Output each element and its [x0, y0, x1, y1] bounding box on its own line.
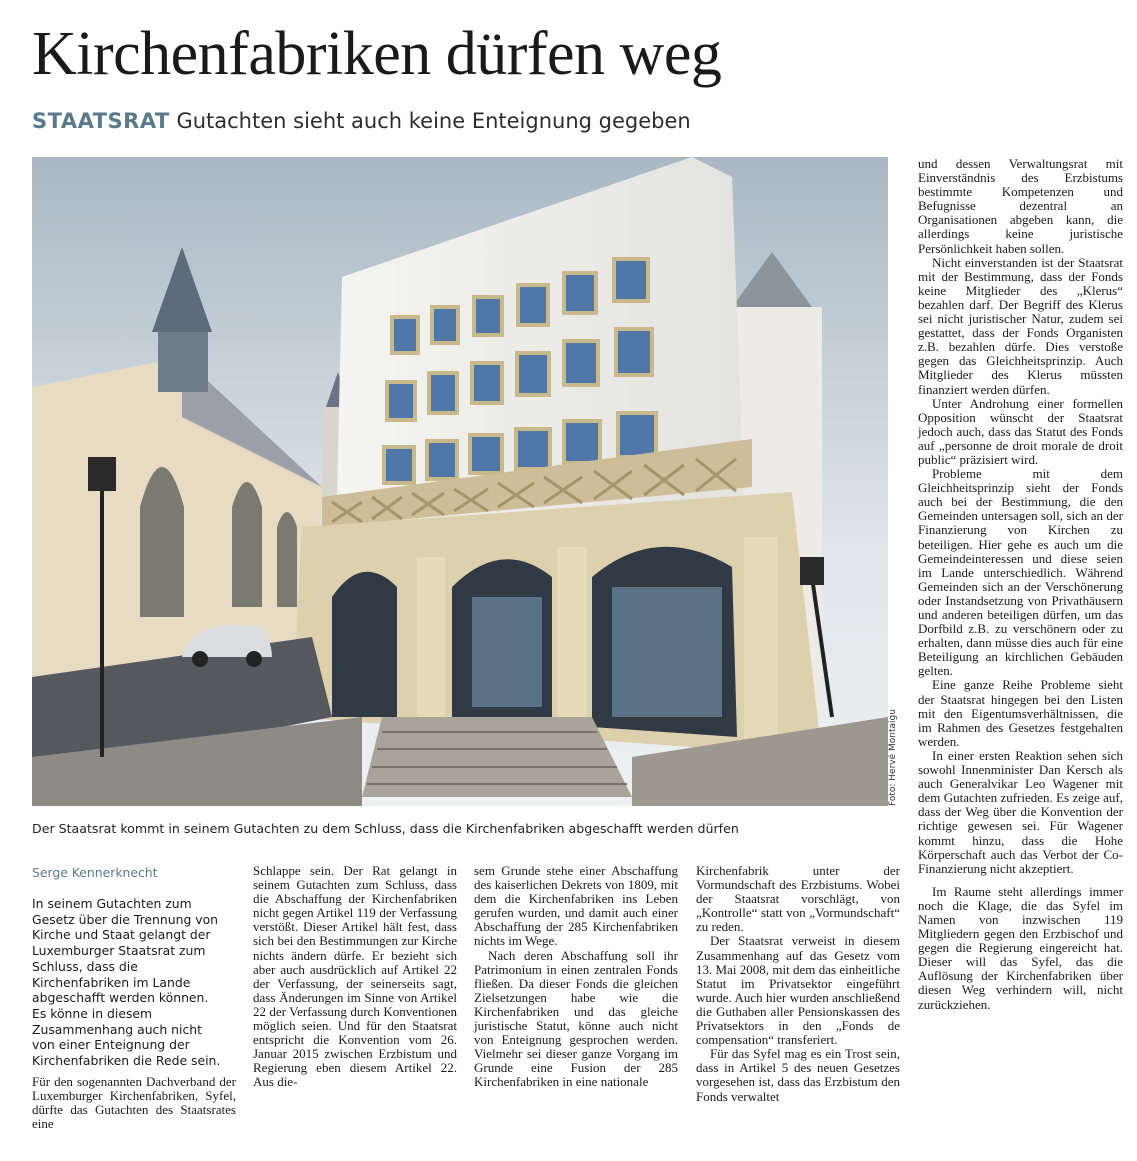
paragraph: Nach deren Abschaffung soll ihr Patrimonium in einen zentralen Fonds fließen. Da dieser Fonds die gleichen Zielsetzungen habe wie die Kirchenfabriken und das gleiche juristische Statut, könne auch nicht von Enteignung gesprochen werden. Vielmehr sei dieser ganze Vorgang im Grunde eine Fusion der 285 Kirchenfabriken in eine nationale	[474, 947, 678, 1090]
subheadline	[32, 107, 691, 135]
article-intro	[32, 896, 222, 1069]
paragraph: sem Grunde stehe einer Abschaffung des kaiserlichen Dekrets von 1809, mit dem die Kirchenfabriken ins Leben gerufen wurden, und damit auch einer Abschaffung der 285 Kirchenfabriken nichts im Wege.	[474, 863, 678, 949]
paragraph: Unter Androhung einer formellen Opposition wünscht der Staatsrat jedoch auch, dass das Statut des Fonds auf „personne de droit morale de droit public“ präzisiert wird.	[918, 395, 1123, 467]
paragraph: Im Raume steht allerdings immer noch die Klage, die das Syfel im Namen von inzwischen 119 Mitgliedern gegen den Erzbischof und gegen die Regierung eingereicht hat. Dieser will das Syfel, das die Auflösung der Kirchenfabriken über diesen Weg verhindern will, nicht zurückziehen.	[918, 883, 1123, 1012]
headline: Kirchenfabriken dürfen weg	[32, 20, 722, 88]
paragraph: Eine ganze Reihe Probleme sieht der Staatsrat hingegen bei den Listen mit den Eigentumsverhältnissen, die im Rahmen des Gesetzes festgehalten werden.	[918, 677, 1123, 749]
paragraph: Nicht einverstanden ist der Staatsrat mit der Bestimmung, dass der Fonds keine Mitglieder des „Klerus“ bezahlen darf. Der Begriff des Klerus sei nicht juristischer Natur, zudem sei gestattet, dass der Fonds Organisten z.B. bezahlen dürfe. Dies verstoße gegen das Gleichheitsprinzip. Auch Mitglieder des Klerus müssten finanziert werden dürfen.	[918, 254, 1123, 397]
body-column-2	[253, 864, 457, 1090]
body-column-4	[696, 864, 900, 1104]
paragraph: und dessen Verwaltungsrat mit Einverständnis des Erzbistums bestimmte Kompetenzen und Befugnisse dezentral an Organisationen abgeben kann, die allerdings keine juristische Persönlichkeit haben sollen.	[918, 156, 1123, 256]
kicker: STAATSRAT	[32, 109, 170, 133]
body-column-5	[918, 157, 1123, 1012]
article-photo	[32, 157, 888, 806]
intro-text: In seinem Gutachten zum Gesetz über die Trennung von Kirche und Staat gelangt der Luxemburger Staatsrat zum Schluss, dass die Kirchenfabriken im Lande abgeschafft werden können. Es könne in diesem Zusammenhang auch nicht von einer Enteignung der Kirchenfabriken die Rede sein.	[32, 896, 221, 1069]
paragraph: Schlappe sein. Der Rat gelangt in seinem Gutachten zum Schluss, dass die Abschaffung der Kirchenfabriken nicht gegen Artikel 119 der Verfassung verstößt. Dieser Artikel hält fest, dass sich bei den Bestimmungen zur Kirche nichts ändern dürfe. Er bezieht sich aber auch ausdrücklich auf Artikel 22 der Verfassung, der seinerseits sagt, dass Änderungen im Sinne von Artikel 22 der Verfassung durch Konventionen möglich seien. Und für den Staatsrat entspricht die Konvention vom 26. Januar 2015 zwischen Erzbistum und Regierung eben diesem Artikel 22. Aus die-	[253, 863, 457, 1090]
paragraph: Kirchenfabrik unter der Vormundschaft des Erzbistums. Wobei der Staatsrat vorschlägt, von „Kontrolle“ statt von „Vormundschaft“ zu reden.	[696, 863, 900, 935]
photo-caption: Der Staatsrat kommt in seinem Gutachten zu dem Schluss, dass die Kirchenfabriken abgeschafft werden dürfen	[32, 821, 739, 836]
paragraph: Probleme mit dem Gleichheitsprinzip sieht der Fonds auch bei der Bestimmung, die den Gemeinden untersagen soll, sich an der Finanzierung von Kirchen zu beteiligen. Hier gehe es auch um die Gemeindeinteressen und diese seien im Lande unterschiedlich. Während Gemeinden sich an der Verschönerung oder Instandsetzung von Privathäusern und anderen beteiligen dürfen, um das Dorfbild z.B. zu verschönern oder zu erhalten, dann müsse dies auch für eine Beteiligung an kirchlichen Gebäuden gelten.	[918, 466, 1123, 679]
body-column-3	[474, 864, 678, 1090]
photo-credit: Foto: Hervé Montaigu	[888, 709, 898, 806]
paragraph: In einer ersten Reaktion sehen sich sowohl Innenminister Dan Kersch als auch Generalvikar Leo Wagener mit dem Gutachten zufrieden. Es zeige auf, dass der Weg über die Konvention der richtige gewesen sei. Für Wagener kommt hinzu, dass die Hohe Körperschaft auch das Verbot der Co-Finanzierung nicht akzeptiert.	[918, 747, 1123, 876]
body-column-1	[32, 1075, 236, 1131]
paragraph: Für das Syfel mag es ein Trost sein, dass in Artikel 5 des neuen Gesetzes vorgesehen ist, dass das Erzbistum den Fonds verwaltet	[696, 1046, 900, 1104]
author-byline: Serge Kennerknecht	[32, 865, 158, 880]
subheadline-text: Gutachten sieht auch keine Enteignung gegeben	[176, 109, 691, 133]
paragraph: Der Staatsrat verweist in diesem Zusammenhang auf das Gesetz vom 13. Mai 2008, mit dem das einheitliche Statut im Privatsektor eingeführt wurde. Auch hier wurden anschließend die Guthaben aller Pensionskassen des Privatsektors in den „Fonds de compensation“ transferiert.	[696, 933, 900, 1048]
paragraph: Für den sogenannten Dachverband der Luxemburger Kirchenfabriken, Syfel, dürfte das Gutachten des Staatsrates eine	[32, 1074, 236, 1132]
